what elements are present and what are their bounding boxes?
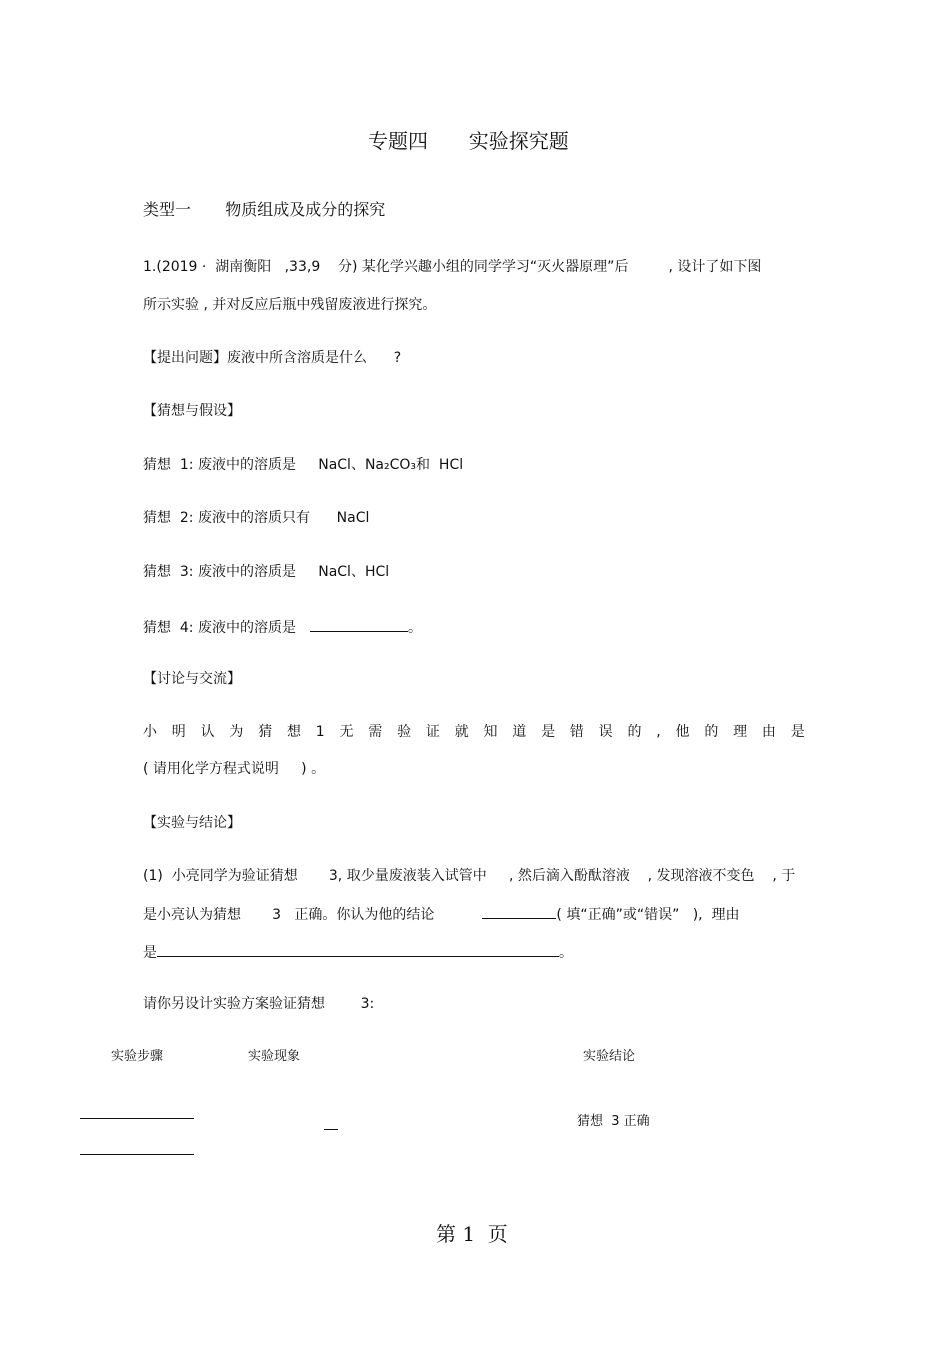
discussion-char: 无 <box>339 724 354 740</box>
experiment-line3-prefix: 是 <box>143 945 157 961</box>
discussion-char: 是 <box>541 724 556 740</box>
steps-blank-1[interactable] <box>80 1118 194 1119</box>
hypothesis-4-blank[interactable] <box>310 617 408 632</box>
discussion-char: 猜 <box>258 724 273 740</box>
question-intro-line1: 1.(2019 · 湖南衡阳 ,33,9 分) 某化学兴趣小组的同学学习“灭火器原理”后 , 设计了如下图 <box>143 259 762 275</box>
experiment-line1: (1) 小亮同学为验证猜想 3, 取少量废液装入试管中 , 然后滴入酚酞溶液 , 发现溶液不变色 , 于 <box>143 868 796 884</box>
experiment-line3-end: 。 <box>559 945 573 961</box>
discussion-char: 理 <box>733 724 748 740</box>
problem-statement <box>143 349 401 367</box>
section-name: 物质组成及成分的探究 <box>225 200 386 219</box>
discussion-char: 证 <box>425 724 440 740</box>
discussion-line2: ( 请用化学方程式说明 ) 。 <box>143 761 326 777</box>
title-part1: 专题四 <box>368 129 428 153</box>
experiment-line3 <box>143 942 573 962</box>
hypothesis-4-text: 猜想 4: 废液中的溶质是 <box>143 620 296 636</box>
discussion-char: 认 <box>200 724 215 740</box>
discussion-char: 是 <box>790 724 805 740</box>
discussion-char: 道 <box>512 724 527 740</box>
discussion-char: 就 <box>454 724 469 740</box>
discussion-char: , <box>656 724 661 740</box>
conclusion-blank[interactable] <box>482 904 556 919</box>
hypothesis-2: 猜想 2: 废液中的溶质只有 NaCl <box>143 510 370 526</box>
discussion-char: 由 <box>761 724 776 740</box>
table-conclusion-text: 猜想 3 正确 <box>577 1114 650 1129</box>
discussion-char: 需 <box>368 724 383 740</box>
experiment-line2-hint: ( 填“正确”或“错误” ), 理由 <box>556 907 740 923</box>
phenomenon-blank[interactable] <box>324 1129 338 1130</box>
discussion-char: 想 <box>286 724 301 740</box>
page-number: 第 1 页 <box>436 1222 508 1246</box>
hypothesis-1: 猜想 1: 废液中的溶质是 NaCl、Na₂CO₃和 HCl <box>143 457 464 473</box>
question-intro-line2: 所示实验 , 并对反应后瓶中残留废液进行探究。 <box>143 297 437 313</box>
hypothesis-3: 猜想 3: 废液中的溶质是 NaCl、HCl <box>143 564 390 580</box>
problem-heading: 【提出问题】 <box>143 350 227 366</box>
discussion-char: 验 <box>397 724 412 740</box>
discussion-char: 的 <box>627 724 642 740</box>
hypothesis-heading: 【猜想与假设】 <box>143 403 241 419</box>
experiment-line2 <box>143 904 740 924</box>
discussion-line1 <box>143 723 805 741</box>
experiment-line2-text: 是小亮认为猜想 3 正确。你认为他的结论 <box>143 907 435 923</box>
discussion-char: 误 <box>598 724 613 740</box>
table-header-phenomenon: 实验现象 <box>248 1049 301 1064</box>
discussion-char: 错 <box>569 724 584 740</box>
table-header-steps: 实验步骤 <box>111 1049 164 1064</box>
discussion-char: 小 <box>143 724 157 740</box>
steps-blank-2[interactable] <box>80 1154 194 1155</box>
page-title <box>368 128 569 154</box>
design-prompt: 请你另设计实验方案验证猜想 3: <box>143 996 375 1012</box>
section-label: 类型一 <box>143 200 192 219</box>
reason-blank[interactable] <box>157 942 559 957</box>
discussion-char: 明 <box>171 724 186 740</box>
problem-text: 废液中所含溶质是什么 ? <box>227 350 402 366</box>
discussion-char: 为 <box>229 724 244 740</box>
discussion-heading: 【讨论与交流】 <box>143 671 241 687</box>
hypothesis-4 <box>143 617 422 637</box>
discussion-char: 1 <box>315 724 325 740</box>
discussion-char: 的 <box>704 724 719 740</box>
section-heading <box>143 199 385 221</box>
table-header-conclusion: 实验结论 <box>583 1049 636 1064</box>
discussion-char: 他 <box>675 724 690 740</box>
experiment-heading: 【实验与结论】 <box>143 815 241 831</box>
discussion-char: 知 <box>483 724 498 740</box>
hypothesis-4-end: 。 <box>407 620 422 636</box>
title-part2: 实验探究题 <box>468 129 569 153</box>
